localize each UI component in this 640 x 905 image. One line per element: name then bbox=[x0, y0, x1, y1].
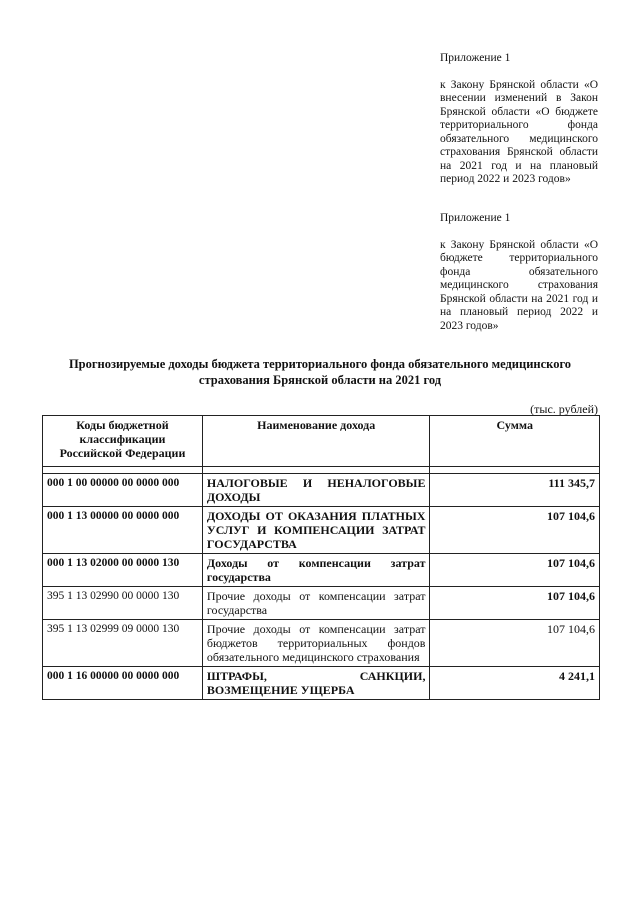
header-name: Наименование дохода bbox=[202, 416, 430, 467]
row-name: Прочие доходы от компенсации затрат государства bbox=[202, 587, 430, 620]
row-name: ШТРАФЫ, САНКЦИИ, ВОЗМЕЩЕНИЕ УЩЕРБА bbox=[202, 667, 430, 700]
table-row bbox=[43, 554, 600, 587]
row-code: 000 1 00 00000 00 0000 000 bbox=[43, 474, 203, 507]
row-code: 000 1 13 00000 00 0000 000 bbox=[43, 507, 203, 554]
table-row bbox=[43, 667, 600, 700]
row-amount: 107 104,6 bbox=[430, 554, 600, 587]
appendix-current bbox=[440, 52, 598, 187]
row-amount: 107 104,6 bbox=[430, 507, 600, 554]
row-amount: 4 241,1 bbox=[430, 667, 600, 700]
appendix-current-body: к Закону Брянской области «О внесении изменений в Закон Брянской области «О бюджете территориального фонда обязательного медицинского страхования Брянской области на 2021 год и на плановый период 2022 и 2023 годов» bbox=[440, 78, 598, 185]
units-label: (тыс. рублей) bbox=[530, 402, 598, 416]
appendix-original bbox=[440, 212, 598, 333]
row-amount: 107 104,6 bbox=[430, 587, 600, 620]
row-name: НАЛОГОВЫЕ И НЕНАЛОГОВЫЕ ДОХОДЫ bbox=[202, 474, 430, 507]
row-code: 000 1 16 00000 00 0000 000 bbox=[43, 667, 203, 700]
row-amount: 111 345,7 bbox=[430, 474, 600, 507]
table-header-row bbox=[43, 416, 600, 467]
row-amount: 107 104,6 bbox=[430, 620, 600, 667]
document-title: Прогнозируемые доходы бюджета территориального фонда обязательного медицинского страхования Брянской области на 2021 год bbox=[68, 357, 572, 387]
appendix-original-body: к Закону Брянской области «О бюджете территориального фонда обязательного медицинского страхования Брянской области на 2021 год и на плановый период 2022 и 2023 годов» bbox=[440, 238, 598, 332]
table-row bbox=[43, 474, 600, 507]
table-row bbox=[43, 620, 600, 667]
row-name: ДОХОДЫ ОТ ОКАЗАНИЯ ПЛАТНЫХ УСЛУГ И КОМПЕНСАЦИИ ЗАТРАТ ГОСУДАРСТВА bbox=[202, 507, 430, 554]
table-row bbox=[43, 587, 600, 620]
row-name: Доходы от компенсации затрат государства bbox=[202, 554, 430, 587]
header-amount: Сумма bbox=[430, 416, 600, 467]
table-row bbox=[43, 507, 600, 554]
table-spacer bbox=[43, 467, 600, 474]
revenue-table bbox=[42, 415, 600, 700]
appendix-current-head: Приложение 1 bbox=[440, 52, 511, 64]
row-name: Прочие доходы от компенсации затрат бюджетов территориальных фондов обязательного медицинского страхования bbox=[202, 620, 430, 667]
appendix-original-head: Приложение 1 bbox=[440, 212, 511, 224]
row-code: 000 1 13 02000 00 0000 130 bbox=[43, 554, 203, 587]
header-code: Коды бюджетной классификации Российской Федерации bbox=[43, 416, 203, 467]
row-code: 395 1 13 02999 09 0000 130 bbox=[43, 620, 203, 667]
row-code: 395 1 13 02990 00 0000 130 bbox=[43, 587, 203, 620]
